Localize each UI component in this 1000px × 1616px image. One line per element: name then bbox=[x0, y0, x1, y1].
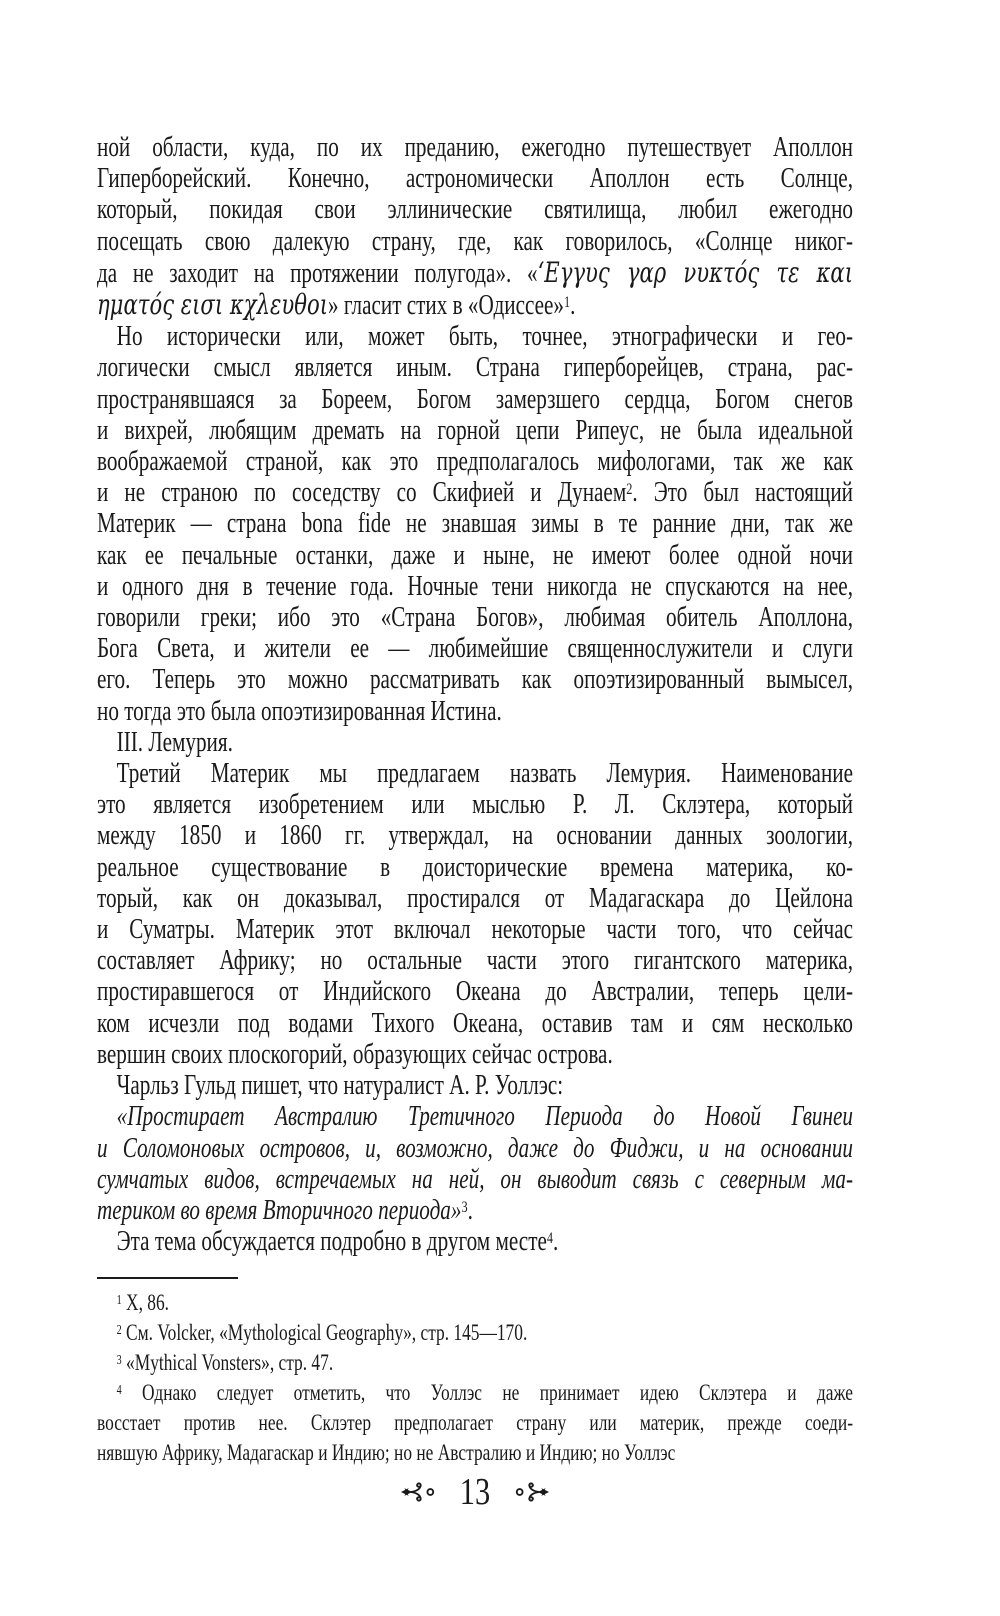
text-segment: говорили греки; ибо это «Страна Богов», любимая обитель Аполлона, bbox=[97, 602, 853, 634]
text-segment: это является изобретением или мыслью Р. Л. Склэтера, который bbox=[97, 789, 853, 821]
body-line-34 bbox=[97, 1164, 853, 1195]
body-line-35 bbox=[97, 1195, 853, 1226]
fleuron-left-icon bbox=[401, 1480, 435, 1504]
body-line-13 bbox=[97, 508, 853, 539]
body-line-7 bbox=[97, 321, 853, 352]
footnote-line-5 bbox=[97, 1408, 853, 1438]
text-segment: ком исчезли под водами Тихого Океана, оставив там и сям несколько bbox=[97, 1007, 853, 1039]
page-footer bbox=[97, 1471, 853, 1513]
body-line-19 bbox=[97, 696, 853, 727]
body-line-31 bbox=[97, 1070, 853, 1101]
text-segment: Но исторически или, может быть, точнее, этнографически и гео- bbox=[116, 321, 853, 353]
text-segment: сумчатых видов, встречаемых на ней, он выводит связь с северным ма- bbox=[97, 1163, 853, 1195]
footnote-line-4 bbox=[97, 1378, 853, 1408]
text-segment: и Соломоновых островов, и, возможно, даже до Фиджи, и на основании bbox=[97, 1132, 853, 1164]
text-segment: III. Лемурия. bbox=[116, 726, 233, 758]
text-segment: но тогда это была опоэтизированная Истина. bbox=[97, 695, 502, 727]
footnote-separator bbox=[97, 1277, 238, 1279]
text-segment: простиравшегося от Индийского Океана до Австралии, теперь цели- bbox=[97, 976, 853, 1008]
body-line-22 bbox=[97, 789, 853, 820]
footnote-reference: 4 bbox=[546, 1228, 553, 1247]
body-line-5 bbox=[97, 257, 853, 289]
text-segment: X, 86. bbox=[121, 1290, 170, 1315]
body-line-3 bbox=[97, 194, 853, 225]
footnote-line-1 bbox=[97, 1288, 853, 1318]
text-segment: Третий Материк мы предлагаем назвать Лемурия. Наименование bbox=[116, 758, 853, 790]
body-line-21 bbox=[97, 758, 853, 789]
text-segment: «Mythical Vonsters», стр. 47. bbox=[121, 1350, 334, 1375]
page-number: 13 bbox=[459, 1471, 491, 1513]
body-line-29 bbox=[97, 1008, 853, 1039]
text-segment: пространявшаяся за Бореем, Богом замерзшего сердца, Богом снегов bbox=[97, 383, 853, 415]
body-line-9 bbox=[97, 384, 853, 415]
footnote-marker: 3 bbox=[116, 1352, 122, 1367]
text-segment: логически смысл является иным. Страна гиперборейцев, страна, рас- bbox=[97, 352, 853, 384]
body-line-26 bbox=[97, 914, 853, 945]
body-line-18 bbox=[97, 664, 853, 695]
text-segment: Бога Света, и жители ее — любимейшие священнослужители и слуги bbox=[97, 633, 853, 665]
body-line-8 bbox=[97, 352, 853, 383]
body-line-12 bbox=[97, 477, 853, 508]
body-line-6 bbox=[97, 289, 853, 321]
text-segment: См. Volcker, «Mythological Geography», стр. 145—170. bbox=[121, 1320, 528, 1345]
text-segment: Однако следует отметить, что Уоллэс не принимает идею Склэтера и даже bbox=[121, 1380, 853, 1405]
text-segment: составляет Африку; но остальные части этого гигантского материка, bbox=[97, 945, 853, 977]
body-line-25 bbox=[97, 883, 853, 914]
body-line-33 bbox=[97, 1133, 853, 1164]
body-line-15 bbox=[97, 571, 853, 602]
footnote-line-2 bbox=[97, 1318, 853, 1348]
text-segment: . bbox=[467, 1194, 473, 1226]
footnote-line-3 bbox=[97, 1348, 853, 1378]
footnote-marker: 2 bbox=[116, 1322, 122, 1337]
body-line-10 bbox=[97, 415, 853, 446]
text-segment: териком во время Вторичного периода» bbox=[97, 1194, 462, 1226]
body-line-14 bbox=[97, 540, 853, 571]
text-segment: воображаемой страной, как это предполагалось мифологами, так же как bbox=[97, 446, 853, 478]
body-line-24 bbox=[97, 852, 853, 883]
text-segment: вершин своих плоскогорий, образующих сейчас острова. bbox=[97, 1038, 613, 1070]
body-line-2 bbox=[97, 163, 853, 194]
text-segment: . bbox=[570, 290, 576, 322]
text-segment: торый, как он доказывал, простирался от Мадагаскара до Цейлона bbox=[97, 882, 853, 914]
text-segment: . bbox=[552, 1226, 559, 1258]
text-segment: между 1850 и 1860 гг. утверждал, на основании данных зоологии, bbox=[97, 820, 853, 852]
text-segment: его. Теперь это можно рассматривать как опоэтизированный вымысел, bbox=[97, 664, 853, 696]
fleuron-right-icon bbox=[515, 1480, 549, 1504]
text-segment: . Это был настоящий bbox=[632, 477, 854, 509]
text-segment: посещать свою далекую страну, где, как говорилось, «Солнце никог- bbox=[97, 225, 853, 257]
text-segment: Чарльз Гульд пишет, что натуралист А. Р. Уоллэс: bbox=[116, 1070, 564, 1102]
text-segment: нявшую Африку, Мадагаскар и Индию; но не Австралию и Индию; но Уоллэс bbox=[97, 1440, 676, 1465]
text-segment: реальное существование в доисторические времена материка, ко- bbox=[97, 851, 853, 883]
text-segment: Эта тема обсуждается подробно в другом месте bbox=[116, 1226, 547, 1258]
body-line-30 bbox=[97, 1039, 853, 1070]
body-line-17 bbox=[97, 633, 853, 664]
body-line-27 bbox=[97, 945, 853, 976]
body-line-32 bbox=[97, 1101, 853, 1132]
text-segment: Материк — страна bona fide не знавшая зимы в те ранние дни, так же bbox=[97, 508, 853, 540]
body-line-1 bbox=[97, 132, 853, 163]
text-segment: » гласит стих в «Одиссее» bbox=[328, 290, 565, 322]
text-segment: который, покидая свои эллинические святилища, любил ежегодно bbox=[97, 194, 853, 226]
footnotes bbox=[97, 1288, 1000, 1468]
body-line-11 bbox=[97, 446, 853, 477]
body-line-20 bbox=[97, 727, 853, 758]
text-segment: и вихрей, любящим дремать на горной цепи Рипеус, не была идеальной bbox=[97, 414, 853, 446]
text-segment: ηματός εισι κχλευθοι bbox=[97, 288, 329, 322]
text-segment: и Суматры. Материк этот включал некоторые части того, что сейчас bbox=[97, 914, 853, 946]
footnote-reference: 2 bbox=[626, 479, 633, 498]
text-segment: Гиперборейский. Конечно, астрономически Аполлон есть Солнце, bbox=[97, 163, 853, 195]
body-text bbox=[97, 132, 1000, 1257]
text-segment: ʻΕγγυς γαρ νυκτός τε και bbox=[537, 255, 853, 289]
footnote-line-6 bbox=[97, 1438, 853, 1468]
text-segment: «Простирает Австралию Третичного Периода до Новой Гвинеи bbox=[116, 1101, 853, 1133]
body-line-28 bbox=[97, 976, 853, 1007]
body-line-23 bbox=[97, 820, 853, 851]
footnote-reference: 1 bbox=[564, 292, 571, 311]
text-segment: да не заходит на протяжении полугода». « bbox=[97, 257, 538, 289]
footnote-reference: 3 bbox=[461, 1197, 468, 1216]
text-segment: как ее печальные останки, даже и ныне, не имеют более одной ночи bbox=[97, 539, 853, 571]
footnote-marker: 1 bbox=[116, 1292, 122, 1307]
text-segment: и одного дня в течение года. Ночные тени никогда не спускаются на нее, bbox=[97, 570, 853, 602]
body-line-36 bbox=[97, 1226, 853, 1257]
text-segment: и не страною по соседству со Скифией и Дунаем bbox=[97, 477, 627, 509]
text-segment: восстает против нее. Склэтер предполагает страну или материк, прежде соеди- bbox=[97, 1410, 853, 1435]
body-line-4 bbox=[97, 226, 853, 257]
body-line-16 bbox=[97, 602, 853, 633]
text-segment: ной области, куда, по их преданию, ежегодно путешествует Аполлон bbox=[97, 132, 853, 163]
footnote-marker: 4 bbox=[116, 1382, 122, 1397]
